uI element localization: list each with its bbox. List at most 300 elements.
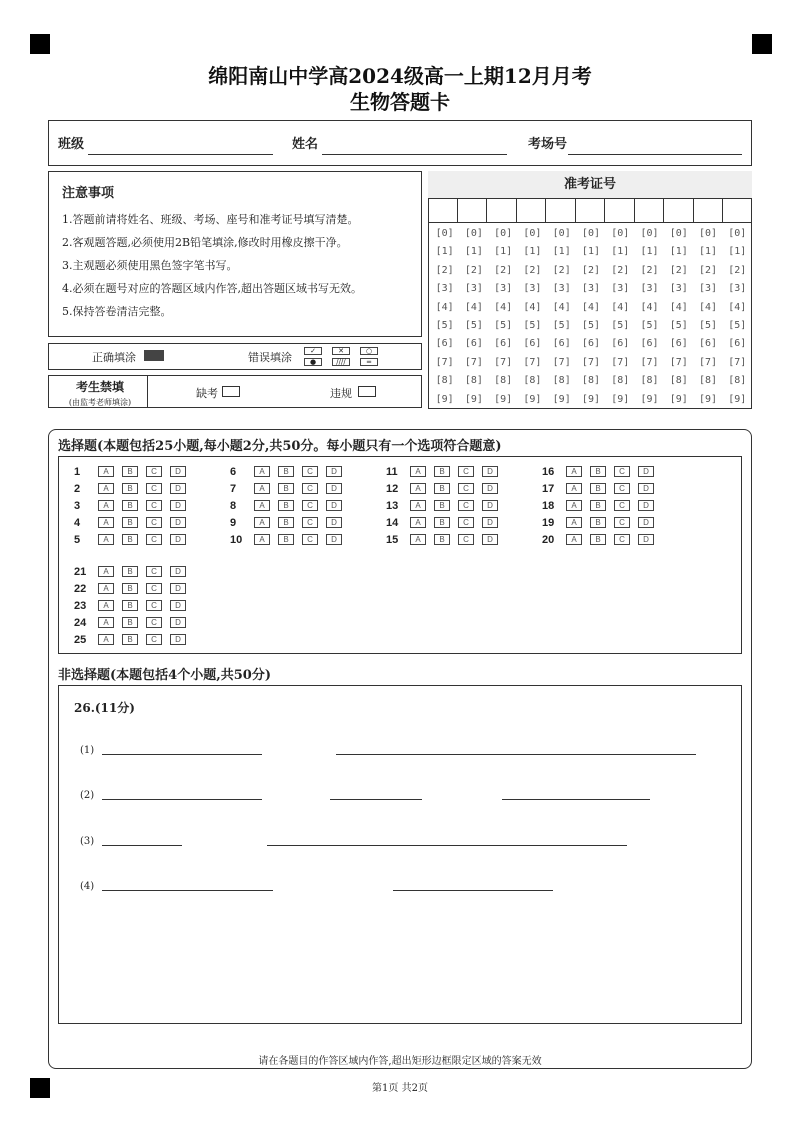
- answer-line[interactable]: [267, 845, 627, 846]
- answer-area-warning: 请在各题目的作答区域内作答,超出矩形边框限定区域的答案无效: [258, 1056, 542, 1067]
- ticket-digit-bubble[interactable]: [2]: [464, 264, 483, 276]
- option-c-bubble[interactable]: C: [146, 583, 162, 594]
- ticket-digit-bubble[interactable]: [9]: [728, 393, 747, 405]
- choice-question-row: [230, 463, 350, 480]
- ticket-digit-bubble[interactable]: [7]: [552, 356, 571, 368]
- choice-group-5: [74, 563, 194, 648]
- ticket-digit-bubble[interactable]: [2]: [435, 264, 454, 276]
- ticket-write-cell[interactable]: [428, 199, 458, 223]
- ticket-number-write-cells: [428, 199, 752, 223]
- option-a-bubble[interactable]: A: [566, 534, 582, 545]
- option-d-bubble[interactable]: D: [170, 583, 186, 594]
- question-number: 9: [230, 516, 237, 529]
- option-b-bubble[interactable]: B: [122, 517, 138, 528]
- option-b-bubble[interactable]: B: [434, 466, 450, 477]
- ticket-digit-bubble[interactable]: [0]: [464, 228, 483, 239]
- ticket-digit-bubble[interactable]: [4]: [669, 301, 688, 313]
- ticket-digit-bubble[interactable]: [9]: [698, 393, 718, 405]
- choice-question-row: [230, 497, 350, 514]
- option-d-bubble[interactable]: D: [170, 600, 186, 611]
- option-a-bubble[interactable]: A: [254, 466, 270, 477]
- option-b-bubble[interactable]: B: [122, 466, 138, 477]
- option-a-bubble[interactable]: A: [98, 466, 114, 477]
- ticket-digit-bubble[interactable]: [3]: [523, 283, 542, 295]
- option-c-bubble[interactable]: C: [458, 483, 474, 494]
- option-c-bubble[interactable]: C: [614, 534, 630, 545]
- ticket-digit-bubble[interactable]: [2]: [581, 264, 600, 276]
- option-c-bubble[interactable]: C: [146, 534, 162, 545]
- question-number: 13: [386, 499, 399, 512]
- ticket-digit-column: [576, 225, 605, 409]
- choice-question-row: [74, 580, 194, 597]
- wrong-fill-check-icon: ✓: [304, 347, 322, 355]
- ticket-digit-bubble[interactable]: [2]: [669, 264, 688, 276]
- ticket-write-cell[interactable]: [635, 199, 665, 223]
- ticket-digit-bubble[interactable]: [8]: [464, 375, 483, 387]
- option-b-bubble[interactable]: B: [122, 583, 138, 594]
- ticket-digit-bubble[interactable]: [3]: [464, 283, 483, 295]
- option-a-bubble[interactable]: A: [98, 483, 114, 494]
- question-number: 11: [386, 465, 398, 478]
- ticket-digit-bubble[interactable]: [1]: [464, 246, 483, 258]
- ticket-digit-bubble[interactable]: [9]: [611, 393, 630, 405]
- option-d-bubble[interactable]: D: [638, 500, 654, 511]
- option-b-bubble[interactable]: B: [278, 500, 294, 511]
- choice-question-row: [74, 463, 194, 480]
- option-b-bubble[interactable]: B: [434, 500, 450, 511]
- option-d-bubble[interactable]: D: [638, 483, 654, 494]
- notice-item: 5.保持答卷清洁完整。: [62, 305, 172, 318]
- ticket-digit-bubble[interactable]: [6]: [581, 338, 600, 350]
- ticket-digit-bubble[interactable]: [6]: [640, 338, 659, 350]
- option-c-bubble[interactable]: C: [458, 534, 474, 545]
- choice-question-row: [230, 514, 350, 531]
- option-b-bubble[interactable]: B: [434, 483, 450, 494]
- ticket-digit-bubble[interactable]: [1]: [698, 246, 718, 258]
- violation-checkbox[interactable]: [358, 386, 376, 397]
- ticket-digit-bubble[interactable]: [4]: [581, 301, 600, 313]
- option-c-bubble[interactable]: C: [146, 517, 162, 528]
- option-c-bubble[interactable]: C: [458, 517, 474, 528]
- option-d-bubble[interactable]: D: [170, 500, 186, 511]
- ticket-write-cell[interactable]: [546, 199, 576, 223]
- ticket-write-cell[interactable]: [487, 199, 517, 223]
- class-field[interactable]: [88, 154, 273, 155]
- exam-room-field[interactable]: [568, 154, 742, 155]
- ticket-digit-column: [606, 225, 635, 409]
- option-b-bubble[interactable]: B: [278, 534, 294, 545]
- choice-question-row: [542, 480, 662, 497]
- option-d-bubble[interactable]: D: [638, 534, 654, 545]
- ticket-digit-bubble[interactable]: [8]: [698, 375, 718, 387]
- option-c-bubble[interactable]: C: [302, 534, 318, 545]
- page-number: 第1页 共2页: [372, 1083, 428, 1094]
- option-d-bubble[interactable]: D: [638, 466, 654, 477]
- option-b-bubble[interactable]: B: [434, 534, 450, 545]
- ticket-digit-bubble[interactable]: [7]: [640, 356, 659, 368]
- option-a-bubble[interactable]: A: [254, 483, 270, 494]
- ticket-digit-bubble[interactable]: [7]: [464, 356, 483, 368]
- option-a-bubble[interactable]: A: [566, 500, 582, 511]
- ticket-digit-bubble[interactable]: [7]: [494, 356, 513, 368]
- ticket-digit-bubble[interactable]: [7]: [435, 356, 454, 368]
- answer-line[interactable]: [102, 890, 273, 891]
- ticket-digit-bubble[interactable]: [6]: [435, 338, 454, 350]
- ticket-digit-bubble[interactable]: [9]: [640, 393, 659, 405]
- option-d-bubble[interactable]: D: [482, 466, 498, 477]
- question-number: 19: [542, 516, 555, 529]
- ticket-digit-bubble[interactable]: [2]: [611, 264, 630, 276]
- option-b-bubble[interactable]: B: [590, 483, 606, 494]
- ticket-digit-bubble[interactable]: [9]: [435, 393, 454, 405]
- option-c-bubble[interactable]: C: [302, 466, 318, 477]
- q26-sub-label: (4): [80, 881, 95, 892]
- option-b-bubble[interactable]: B: [590, 466, 606, 477]
- option-a-bubble[interactable]: A: [98, 517, 114, 528]
- ticket-digit-bubble[interactable]: [9]: [523, 393, 542, 405]
- option-b-bubble[interactable]: B: [122, 483, 138, 494]
- option-c-bubble[interactable]: C: [614, 483, 630, 494]
- option-a-bubble[interactable]: A: [410, 483, 426, 494]
- ticket-digit-column: [430, 225, 459, 409]
- ticket-digit-bubble[interactable]: [7]: [669, 356, 688, 368]
- ticket-digit-bubble[interactable]: [0]: [611, 228, 630, 239]
- ticket-digit-bubble[interactable]: [2]: [494, 264, 513, 276]
- option-a-bubble[interactable]: A: [98, 534, 114, 545]
- option-b-bubble[interactable]: B: [278, 517, 294, 528]
- option-c-bubble[interactable]: C: [146, 483, 162, 494]
- ticket-digit-bubble[interactable]: [0]: [669, 228, 688, 239]
- ticket-digit-bubble[interactable]: [7]: [581, 356, 600, 368]
- choice-group-2: [230, 463, 350, 548]
- ticket-digit-bubble[interactable]: [1]: [494, 246, 513, 258]
- option-b-bubble[interactable]: B: [434, 517, 450, 528]
- option-a-bubble[interactable]: A: [98, 617, 114, 628]
- ticket-digit-bubble[interactable]: [0]: [640, 228, 659, 239]
- option-c-bubble[interactable]: C: [146, 634, 162, 645]
- question-number: 5: [74, 533, 81, 546]
- ticket-digit-bubble[interactable]: [8]: [435, 375, 454, 387]
- ticket-write-cell[interactable]: [576, 199, 606, 223]
- answer-line[interactable]: [102, 754, 262, 755]
- option-b-bubble[interactable]: B: [122, 534, 138, 545]
- ticket-digit-bubble[interactable]: [2]: [552, 264, 571, 276]
- choice-question-row: [542, 531, 662, 548]
- violation-label: 违规: [330, 387, 352, 400]
- ticket-digit-bubble[interactable]: [3]: [640, 283, 659, 295]
- choice-question-row: [74, 497, 194, 514]
- ticket-digit-bubble[interactable]: [4]: [698, 301, 718, 313]
- ticket-digit-bubble[interactable]: [3]: [728, 283, 747, 295]
- ticket-write-cell[interactable]: [458, 199, 488, 223]
- option-b-bubble[interactable]: B: [278, 483, 294, 494]
- option-b-bubble[interactable]: B: [278, 466, 294, 477]
- option-c-bubble[interactable]: C: [302, 517, 318, 528]
- answer-line[interactable]: [330, 799, 422, 800]
- ticket-write-cell[interactable]: [694, 199, 724, 223]
- question-number: 15: [386, 533, 399, 546]
- ticket-digit-bubble[interactable]: [9]: [552, 393, 571, 405]
- ticket-digit-bubble[interactable]: [7]: [523, 356, 542, 368]
- ticket-digit-bubble[interactable]: [3]: [698, 283, 718, 295]
- option-b-bubble[interactable]: B: [122, 566, 138, 577]
- ticket-number-title: 准考证号: [428, 171, 752, 199]
- option-b-bubble[interactable]: B: [590, 500, 606, 511]
- ticket-digit-bubble[interactable]: [6]: [611, 338, 630, 350]
- answer-line[interactable]: [102, 799, 262, 800]
- ticket-digit-bubble[interactable]: [8]: [552, 375, 571, 387]
- ticket-digit-bubble[interactable]: [7]: [728, 356, 747, 368]
- ticket-digit-bubble[interactable]: [2]: [698, 264, 718, 276]
- ticket-digit-bubble[interactable]: [0]: [698, 228, 718, 239]
- ticket-write-cell[interactable]: [517, 199, 547, 223]
- ticket-digit-column: [693, 225, 722, 409]
- option-c-bubble[interactable]: C: [458, 500, 474, 511]
- option-b-bubble[interactable]: B: [122, 634, 138, 645]
- absent-label: 缺考: [196, 387, 218, 400]
- ticket-digit-column: [547, 225, 576, 409]
- ticket-digit-bubble[interactable]: [5]: [523, 319, 542, 331]
- option-a-bubble[interactable]: A: [98, 566, 114, 577]
- option-a-bubble[interactable]: A: [566, 517, 582, 528]
- option-d-bubble[interactable]: D: [482, 483, 498, 494]
- option-d-bubble[interactable]: D: [482, 517, 498, 528]
- option-a-bubble[interactable]: A: [566, 466, 582, 477]
- option-d-bubble[interactable]: D: [170, 534, 186, 545]
- option-a-bubble[interactable]: A: [98, 500, 114, 511]
- wrong-fill-circle-icon: ○: [360, 347, 378, 355]
- ticket-digit-bubble[interactable]: [4]: [464, 301, 483, 313]
- ticket-digit-bubble[interactable]: [5]: [552, 319, 571, 331]
- ticket-digit-bubble[interactable]: [8]: [611, 375, 630, 387]
- option-d-bubble[interactable]: D: [638, 517, 654, 528]
- choice-question-row: [230, 480, 350, 497]
- option-b-bubble[interactable]: B: [122, 500, 138, 511]
- ticket-digit-bubble[interactable]: [3]: [581, 283, 600, 295]
- option-b-bubble[interactable]: B: [122, 617, 138, 628]
- ticket-digit-bubble[interactable]: [5]: [435, 319, 454, 331]
- ticket-digit-bubble[interactable]: [3]: [435, 283, 454, 295]
- ticket-digit-bubble[interactable]: [4]: [728, 301, 747, 313]
- option-a-bubble[interactable]: A: [254, 517, 270, 528]
- option-d-bubble[interactable]: D: [326, 517, 342, 528]
- option-a-bubble[interactable]: A: [410, 466, 426, 477]
- ticket-digit-bubble[interactable]: [3]: [611, 283, 630, 295]
- option-a-bubble[interactable]: A: [410, 534, 426, 545]
- option-a-bubble[interactable]: A: [566, 483, 582, 494]
- question-number: 21: [74, 565, 87, 578]
- option-d-bubble[interactable]: D: [326, 466, 342, 477]
- class-label: 班级: [58, 137, 85, 152]
- option-a-bubble[interactable]: A: [254, 500, 270, 511]
- ticket-digit-bubble[interactable]: [6]: [698, 338, 718, 350]
- ticket-digit-bubble[interactable]: [0]: [523, 228, 542, 239]
- ticket-digit-bubble[interactable]: [8]: [494, 375, 513, 387]
- option-a-bubble[interactable]: A: [410, 500, 426, 511]
- option-c-bubble[interactable]: C: [146, 566, 162, 577]
- option-c-bubble[interactable]: C: [614, 466, 630, 477]
- ticket-digit-bubble[interactable]: [5]: [494, 319, 513, 331]
- choice-question-row: [386, 531, 506, 548]
- choice-question-row: [74, 631, 194, 648]
- ticket-digit-bubble[interactable]: [0]: [435, 228, 454, 239]
- option-d-bubble[interactable]: D: [326, 500, 342, 511]
- question-number: 14: [386, 516, 399, 529]
- question-number: 24: [74, 616, 87, 629]
- ticket-digit-bubble[interactable]: [5]: [698, 319, 718, 331]
- ticket-digit-bubble[interactable]: [2]: [523, 264, 542, 276]
- option-c-bubble[interactable]: C: [146, 466, 162, 477]
- ticket-digit-bubble[interactable]: [6]: [728, 338, 747, 350]
- option-a-bubble[interactable]: A: [98, 583, 114, 594]
- option-d-bubble[interactable]: D: [170, 566, 186, 577]
- ticket-digit-bubble[interactable]: [8]: [640, 375, 659, 387]
- ticket-digit-bubble[interactable]: [6]: [464, 338, 483, 350]
- ticket-digit-bubble[interactable]: [7]: [698, 356, 718, 368]
- ticket-digit-bubble[interactable]: [4]: [640, 301, 659, 313]
- ticket-digit-bubble[interactable]: [4]: [494, 301, 513, 313]
- question-number: 23: [74, 599, 87, 612]
- ticket-digit-bubble[interactable]: [1]: [523, 246, 542, 258]
- option-b-bubble[interactable]: B: [122, 600, 138, 611]
- answer-line[interactable]: [102, 845, 182, 846]
- option-a-bubble[interactable]: A: [98, 634, 114, 645]
- ticket-digit-bubble[interactable]: [0]: [494, 228, 513, 239]
- absent-checkbox[interactable]: [222, 386, 240, 397]
- ticket-digit-bubble[interactable]: [9]: [581, 393, 600, 405]
- ticket-digit-bubble[interactable]: [9]: [494, 393, 513, 405]
- ticket-write-cell[interactable]: [664, 199, 694, 223]
- nonchoice-section-title: 非选择题(本题包括4个小题,共50分): [58, 668, 271, 683]
- option-c-bubble[interactable]: C: [146, 500, 162, 511]
- ticket-digit-bubble[interactable]: [0]: [552, 228, 571, 239]
- question-number: 10: [230, 533, 243, 546]
- ticket-digit-bubble[interactable]: [4]: [523, 301, 542, 313]
- wrong-fill-hatch-icon: ////: [332, 358, 350, 366]
- option-d-bubble[interactable]: D: [326, 534, 342, 545]
- choice-section-title: 选择题(本题包括25小题,每小题2分,共50分。每小题只有一个选项符合题意): [58, 439, 502, 454]
- q26-sub-label: (1): [80, 745, 95, 756]
- ticket-digit-bubble[interactable]: [5]: [669, 319, 688, 331]
- option-d-bubble[interactable]: D: [482, 500, 498, 511]
- option-d-bubble[interactable]: D: [170, 483, 186, 494]
- answer-line[interactable]: [502, 799, 650, 800]
- wrong-fill-label: 错误填涂: [248, 351, 292, 364]
- ticket-digit-bubble[interactable]: [8]: [728, 375, 747, 387]
- ticket-digit-bubble[interactable]: [3]: [494, 283, 513, 295]
- ticket-digit-bubble[interactable]: [8]: [581, 375, 600, 387]
- ticket-number-bubbles: [430, 225, 752, 409]
- ticket-digit-bubble[interactable]: [9]: [464, 393, 483, 405]
- option-c-bubble[interactable]: C: [146, 600, 162, 611]
- ticket-digit-bubble[interactable]: [9]: [669, 393, 688, 405]
- ticket-digit-bubble[interactable]: [3]: [669, 283, 688, 295]
- question-number: 3: [74, 499, 81, 512]
- option-b-bubble[interactable]: B: [590, 534, 606, 545]
- option-c-bubble[interactable]: C: [146, 617, 162, 628]
- ticket-digit-bubble[interactable]: [7]: [611, 356, 630, 368]
- ticket-write-cell[interactable]: [723, 199, 752, 223]
- option-c-bubble[interactable]: C: [302, 483, 318, 494]
- ticket-digit-bubble[interactable]: [5]: [581, 319, 600, 331]
- prohibited-subtitle: (由监考老师填涂): [68, 398, 132, 407]
- question-number: 16: [542, 465, 555, 478]
- q26-sub-label: (2): [80, 790, 95, 801]
- ticket-digit-bubble[interactable]: [1]: [669, 246, 688, 258]
- option-b-bubble[interactable]: B: [590, 517, 606, 528]
- answer-line[interactable]: [393, 890, 553, 891]
- choice-question-row: [542, 463, 662, 480]
- wrong-fill-cross-icon: ✕: [332, 347, 350, 355]
- answer-sheet-title: 生物答题卡: [350, 90, 450, 114]
- ticket-digit-bubble[interactable]: [1]: [611, 246, 630, 258]
- option-c-bubble[interactable]: C: [302, 500, 318, 511]
- ticket-digit-bubble[interactable]: [4]: [435, 301, 454, 313]
- answer-line[interactable]: [336, 754, 696, 755]
- option-d-bubble[interactable]: D: [170, 517, 186, 528]
- ticket-digit-bubble[interactable]: [1]: [728, 246, 747, 258]
- ticket-digit-bubble[interactable]: [5]: [728, 319, 747, 331]
- option-a-bubble[interactable]: A: [254, 534, 270, 545]
- ticket-digit-bubble[interactable]: [1]: [640, 246, 659, 258]
- option-c-bubble[interactable]: C: [458, 466, 474, 477]
- choice-question-row: [74, 514, 194, 531]
- option-c-bubble[interactable]: C: [614, 517, 630, 528]
- ticket-digit-bubble[interactable]: [6]: [523, 338, 542, 350]
- ticket-digit-bubble[interactable]: [1]: [435, 246, 454, 258]
- ticket-digit-bubble[interactable]: [1]: [581, 246, 600, 258]
- notice-item: 1.答题前请将姓名、班级、考场、座号和准考证号填写清楚。: [62, 213, 359, 226]
- ticket-digit-bubble[interactable]: [6]: [494, 338, 513, 350]
- prohibited-title: 考生禁填: [75, 380, 124, 394]
- ticket-digit-bubble[interactable]: [0]: [581, 228, 600, 239]
- notice-title: 注意事项: [62, 186, 115, 201]
- ticket-digit-bubble[interactable]: [2]: [640, 264, 659, 276]
- choice-question-row: [386, 480, 506, 497]
- ticket-digit-bubble[interactable]: [5]: [611, 319, 630, 331]
- ticket-digit-bubble[interactable]: [6]: [669, 338, 688, 350]
- name-field[interactable]: [322, 154, 507, 155]
- q26-title: 26.(11分): [74, 701, 135, 715]
- option-d-bubble[interactable]: D: [170, 634, 186, 645]
- option-d-bubble[interactable]: D: [482, 534, 498, 545]
- option-d-bubble[interactable]: D: [326, 483, 342, 494]
- ticket-digit-bubble[interactable]: [6]: [552, 338, 571, 350]
- ticket-digit-bubble[interactable]: [8]: [523, 375, 542, 387]
- ticket-digit-bubble[interactable]: [5]: [464, 319, 483, 331]
- ticket-digit-bubble[interactable]: [0]: [728, 228, 747, 239]
- name-label: 姓名: [292, 137, 319, 152]
- option-a-bubble[interactable]: A: [410, 517, 426, 528]
- exam-room-label: 考场号: [528, 137, 568, 152]
- ticket-write-cell[interactable]: [605, 199, 635, 223]
- ticket-digit-bubble[interactable]: [2]: [728, 264, 747, 276]
- corner-marker-top-left: [30, 34, 50, 54]
- ticket-digit-bubble[interactable]: [4]: [611, 301, 630, 313]
- ticket-digit-bubble[interactable]: [4]: [552, 301, 571, 313]
- option-a-bubble[interactable]: A: [98, 600, 114, 611]
- ticket-digit-bubble[interactable]: [8]: [669, 375, 688, 387]
- choice-group-1: [74, 463, 194, 548]
- ticket-digit-bubble[interactable]: [3]: [552, 283, 571, 295]
- option-c-bubble[interactable]: C: [614, 500, 630, 511]
- option-d-bubble[interactable]: D: [170, 617, 186, 628]
- ticket-digit-bubble[interactable]: [5]: [640, 319, 659, 331]
- wrong-fill-dot-icon: ●: [304, 358, 322, 366]
- option-d-bubble[interactable]: D: [170, 466, 186, 477]
- choice-question-row: [542, 514, 662, 531]
- ticket-digit-bubble[interactable]: [1]: [552, 246, 571, 258]
